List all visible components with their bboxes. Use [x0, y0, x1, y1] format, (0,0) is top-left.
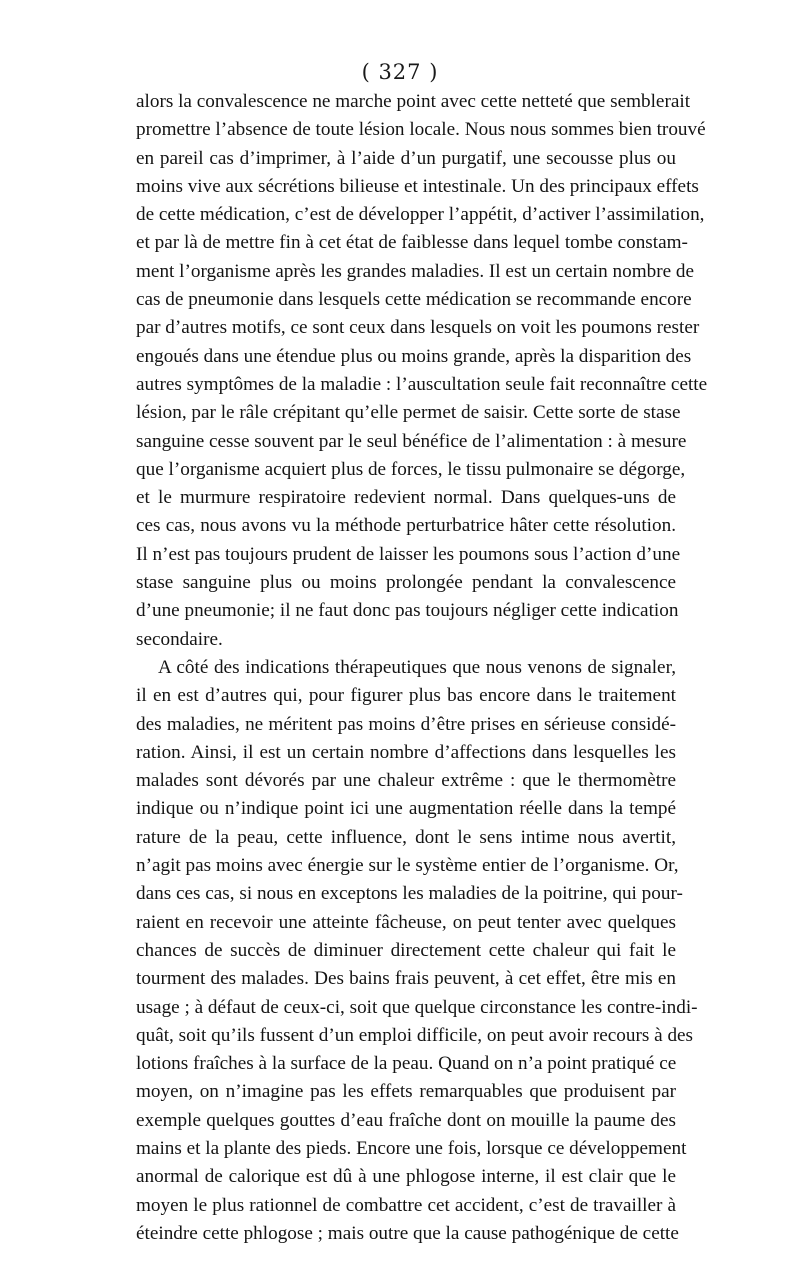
text-line: des maladies, ne méritent pas moins d’être prises en sérieuse considé-: [136, 713, 676, 735]
text-line: lotions fraîches à la surface de la peau. Quand on n’a point pratiqué ce: [136, 1053, 677, 1075]
text-line: en pareil cas d’imprimer, à l’aide d’un purgatif, une secousse plus ou: [136, 147, 676, 169]
text-line: et par là de mettre fin à cet état de faiblesse dans lequel tombe constam-: [136, 232, 688, 254]
text-line: secondaire.: [136, 628, 223, 650]
text-line: quât, soit qu’ils fussent d’un emploi difficile, on peut avoir recours à des: [136, 1024, 694, 1046]
text-line: moyen, on n’imagine pas les effets remarquables que produisent par: [136, 1081, 676, 1103]
text-line: dans ces cas, si nous en exceptons les maladies de la poitrine, qui pour-: [136, 883, 683, 905]
body-text: [136, 88, 708, 1248]
page-number: ( 327 ): [361, 60, 439, 84]
text-line: ment l’organisme après les grandes maladies. Il est un certain nombre de: [136, 260, 695, 282]
text-line: sanguine cesse souvent par le seul bénéfice de l’alimentation : à mesure: [136, 430, 687, 452]
text-line: lésion, par le râle crépitant qu’elle permet de saisir. Cette sorte de stase: [136, 402, 681, 424]
text-line: rature de la peau, cette influence, dont le sens intime nous avertit,: [136, 826, 676, 848]
text-line: engoués dans une étendue plus ou moins grande, après la disparition des: [136, 345, 692, 367]
text-line: promettre l’absence de toute lésion locale. Nous nous sommes bien trouvé: [136, 119, 706, 141]
text-line: Il n’est pas toujours prudent de laisser les poumons sous l’action d’une: [136, 543, 681, 565]
text-line: stase sanguine plus ou moins prolongée pendant la convalescence: [136, 572, 676, 594]
text-line: mains et la plante des pieds. Encore une fois, lorsque ce développement: [136, 1137, 687, 1159]
text-line: de cette médication, c’est de développer l’appétit, d’activer l’assimilation,: [136, 204, 705, 226]
text-line: autres symptômes de la maladie : l’auscultation seule fait reconnaître cette: [136, 373, 708, 395]
text-line: éteindre cette phlogose ; mais outre que la cause pathogénique de cette: [136, 1222, 679, 1244]
paragraph: [136, 88, 708, 654]
text-line: et le murmure respiratoire redevient normal. Dans quelques-uns de: [136, 487, 676, 509]
text-line: malades sont dévorés par une chaleur extrême : que le thermomètre: [136, 770, 676, 792]
text-line: ces cas, nous avons vu la méthode perturbatrice hâter cette résolution.: [136, 515, 676, 537]
text-line: raient en recevoir une atteinte fâcheuse, on peut tenter avec quelques: [136, 911, 676, 933]
text-line: il en est d’autres qui, pour figurer plus bas encore dans le traitement: [136, 685, 676, 707]
text-line: A côté des indications thérapeutiques que nous venons de signaler,: [158, 656, 676, 678]
text-line: moyen le plus rationnel de combattre cet accident, c’est de travailler à: [136, 1194, 676, 1216]
text-line: n’agit pas moins avec énergie sur le système entier de l’organisme. Or,: [136, 855, 679, 877]
text-line: moins vive aux sécrétions bilieuse et intestinale. Un des principaux effets: [136, 175, 699, 197]
text-line: ration. Ainsi, il est un certain nombre d’affections dans lesquelles les: [136, 741, 676, 763]
text-line: chances de succès de diminuer directement cette chaleur qui fait le: [136, 939, 676, 961]
text-line: par d’autres motifs, ce sont ceux dans lesquels on voit les poumons rester: [136, 317, 700, 339]
text-line: d’une pneumonie; il ne faut donc pas toujours négliger cette indication: [136, 600, 679, 622]
text-line: usage ; à défaut de ceux-ci, soit que quelque circonstance les contre-indi-: [136, 996, 698, 1018]
text-line: cas de pneumonie dans lesquels cette médication se recommande encore: [136, 289, 692, 311]
text-line: que l’organisme acquiert plus de forces, le tissu pulmonaire se dégorge,: [136, 458, 686, 480]
paragraph: [136, 654, 698, 1248]
text-line: tourment des malades. Des bains frais peuvent, à cet effet, être mis en: [136, 968, 676, 990]
text-line: exemple quelques gouttes d’eau fraîche dont on mouille la paume des: [136, 1109, 676, 1131]
text-line: anormal de calorique est dû à une phlogose interne, il est clair que le: [136, 1166, 676, 1188]
text-line: alors la convalescence ne marche point avec cette netteté que semblerait: [136, 91, 691, 112]
text-line: indique ou n’indique point ici une augmentation réelle dans la tempé: [136, 798, 676, 820]
